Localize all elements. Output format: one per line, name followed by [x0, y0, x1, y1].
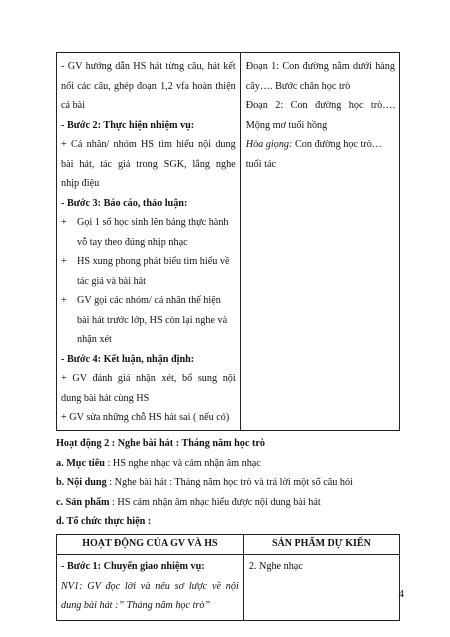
step-4-heading: - Bước 4: Kết luận, nhận định: [61, 353, 195, 365]
text-line: cây…. Bước chân học trò [245, 80, 351, 92]
text-line: - GV hướng dẫn HS hát từng câu, hát kết [61, 61, 236, 72]
step-2-heading: - Bước 2: Thực hiện nhiệm vụ: [61, 119, 195, 131]
activity-table-1 [56, 52, 400, 431]
product-label: c. Sản phẩm [56, 496, 110, 508]
harmony-label: Hòa giọng: [245, 139, 293, 150]
bullet-text: GV gọi các nhóm/ cá nhân thể hiện [77, 295, 221, 306]
teacher-student-activity-cell [57, 555, 244, 621]
activity-table-2 [56, 534, 400, 621]
content-line [56, 473, 406, 493]
teacher-student-activity-cell [57, 53, 241, 431]
text-line [246, 135, 395, 155]
text-line: tuổi tác [245, 158, 276, 170]
organization-heading: d. Tổ chức thực hiện : [56, 516, 152, 527]
text-line: Đoạn 2: Con đường học trò…. [245, 100, 395, 111]
plus-bullet: + [61, 256, 67, 267]
bullet-line [61, 291, 236, 311]
activity-2-title: Hoạt động 2 : Nghe bài hát : Tháng năm học trò [56, 438, 265, 449]
bullet-text: HS xung phong phát biểu tìm hiểu về [77, 256, 230, 267]
product-text: : HS cảm nhận âm nhạc hiểu được nội dung bài hát [109, 496, 321, 508]
column-header-product: SẢN PHẨM DỰ KIẾN [243, 535, 399, 555]
text-line: 2. Nghe nhạc [248, 561, 303, 572]
text-line: nhận xét [77, 334, 112, 345]
text-line: nhịp điệu [61, 178, 100, 189]
activity-2-section [56, 434, 406, 532]
step-1-heading: - Bước 1: Chuyển giao nhiệm vụ: [61, 561, 205, 572]
objective-line [56, 454, 406, 474]
text-line: bài hát, tác giả trong SGK, lắng nghe [61, 158, 236, 170]
product-line [56, 493, 406, 513]
objective-label: a. Mục tiêu [56, 457, 105, 469]
text-line: nối các câu, ghép đoạn 1,2 vfa hoàn thiện [61, 80, 236, 92]
text-line: dung bài hát :” Tháng năm học trò” [61, 600, 211, 611]
text-line: + GV đánh giá nhận xét, bổ sung nội [61, 373, 236, 384]
bullet-text: Gọi 1 số học sinh lên bảng thực hành [77, 217, 229, 228]
expected-product-cell [243, 555, 399, 621]
column-header-activity: HOẠT ĐỘNG CỦA GV VÀ HS [57, 535, 244, 555]
plus-bullet: + [61, 217, 67, 228]
text-line: + GV sửa những chỗ HS hát sai ( nếu có) [61, 412, 230, 423]
text-line: dung bài hát cùng HS [61, 392, 150, 404]
text-line: NV1: GV đọc lời và nêu sơ lược về nội [61, 580, 239, 592]
text-line: Đoạn 1: Con đường nằm dưới hàng [245, 61, 395, 72]
content-label: b. Nội dung [56, 477, 107, 488]
content-text: : Nghe bài hát : Tháng năm học trò và trả lời một số câu hỏi [106, 477, 353, 488]
page-number: 4 [398, 588, 404, 600]
step-3-heading: - Bước 3: Báo cáo, thảo luận: [61, 197, 188, 209]
text-line: bài hát trước lớp, HS còn lại nghe và [77, 314, 228, 326]
text-line: vỗ tay theo đúng nhịp nhạc [77, 236, 188, 248]
text-line: + Cá nhân/ nhóm HS tìm hiểu nội dung [61, 139, 236, 150]
expected-product-cell [240, 53, 399, 431]
bullet-line [61, 213, 236, 233]
objective-text: : HS nghe nhạc và cảm nhận âm nhạc [104, 457, 261, 469]
text-line: cả bài [61, 100, 86, 111]
bullet-line [61, 252, 236, 272]
harmony-text: Con đường học trò… [292, 139, 382, 150]
plus-bullet: + [61, 295, 67, 306]
text-line: tác giả và bài hát [77, 275, 147, 287]
text-line: Mộng mơ tuổi hồng [245, 119, 328, 131]
